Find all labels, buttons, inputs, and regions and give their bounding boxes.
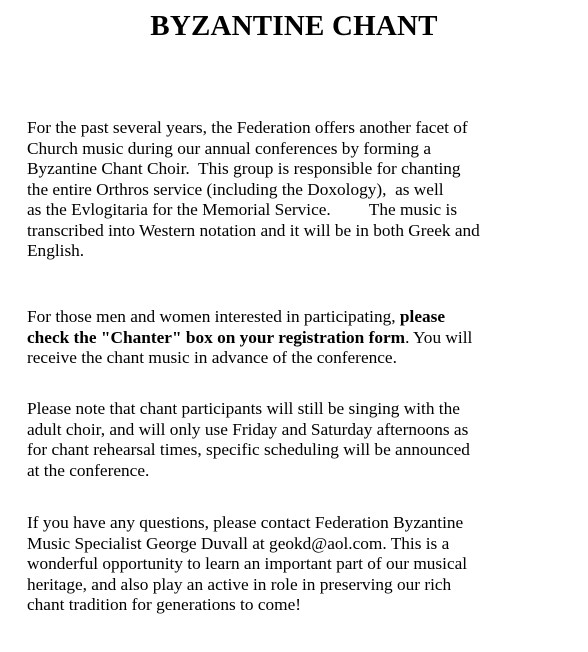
text-line: Byzantine Chant Choir. This group is responsible for chanting bbox=[27, 159, 461, 178]
text-fragment: For those men and women interested in participating, bbox=[27, 307, 400, 326]
page-title: BYZANTINE CHANT bbox=[150, 10, 438, 42]
text-line: the entire Orthros service (including the Doxology), as well bbox=[27, 179, 444, 199]
text-line: For the past several years, the Federation offers another facet of bbox=[27, 118, 468, 137]
paragraph-rehearsal bbox=[27, 399, 587, 481]
text-fragment: as the Evlogitaria for the Memorial Service. bbox=[27, 200, 331, 219]
paragraph-intro bbox=[27, 118, 587, 262]
text-line: adult choir, and will only use Friday and Saturday afternoons as bbox=[27, 419, 469, 439]
text-line: at the conference. bbox=[27, 460, 150, 480]
text-line: wonderful opportunity to learn an important part of our musical bbox=[27, 554, 468, 573]
text-line: English. bbox=[27, 241, 85, 260]
text-line: Church music during our annual conferences by forming a bbox=[27, 138, 432, 158]
text-line: Please note that chant participants will still be singing with the bbox=[27, 399, 460, 418]
text-line: receive the chant music in advance of the conference. bbox=[27, 348, 397, 367]
emphasis-text: please bbox=[399, 307, 446, 326]
text-line: transcribed into Western notation and it will be in both Greek and bbox=[27, 220, 480, 240]
text-fragment: The music is bbox=[368, 200, 458, 219]
paragraph-participation bbox=[27, 307, 587, 369]
text-line: chant tradition for generations to come! bbox=[27, 595, 302, 614]
text-line-compound bbox=[27, 328, 587, 349]
text-fragment: . You will bbox=[405, 327, 473, 347]
paragraph-contact bbox=[27, 513, 587, 616]
text-line-compound bbox=[27, 200, 587, 221]
text-line: If you have any questions, please contact Federation Byzantine bbox=[27, 513, 464, 532]
text-line: heritage, and also play an active in role in preserving our rich bbox=[27, 574, 452, 594]
text-line-compound bbox=[27, 307, 587, 328]
emphasis-text: check the "Chanter" box on your registration form bbox=[27, 327, 406, 347]
text-line: Music Specialist George Duvall at geokd@aol.com. This is a bbox=[27, 533, 450, 553]
text-line: for chant rehearsal times, specific scheduling will be announced bbox=[27, 440, 470, 459]
